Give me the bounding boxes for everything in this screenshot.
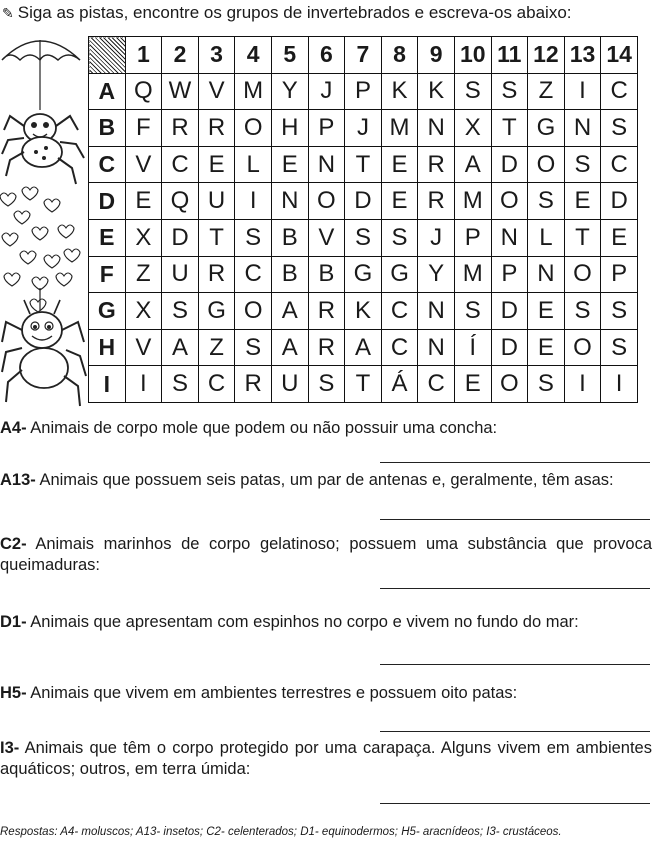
grid-cell[interactable]: O (308, 183, 345, 220)
grid-cell[interactable]: N (564, 110, 601, 147)
grid-cell[interactable]: S (235, 219, 272, 256)
grid-cell[interactable]: J (418, 219, 455, 256)
grid-cell[interactable]: O (564, 329, 601, 366)
grid-cell[interactable]: K (381, 73, 418, 110)
grid-cell[interactable]: G (198, 293, 235, 330)
grid-cell[interactable]: U (271, 366, 308, 403)
grid-cell[interactable]: S (601, 329, 638, 366)
grid-cell[interactable]: I (564, 366, 601, 403)
grid-cell[interactable]: N (418, 293, 455, 330)
grid-cell[interactable]: R (162, 110, 199, 147)
grid-cell[interactable]: S (162, 366, 199, 403)
grid-cell[interactable]: S (345, 219, 382, 256)
answer-key: Respostas: A4- moluscos; A13- insetos; C2- celenterados; D1- equinodermos; H5- aracnídeos; I3- crustáceos. (0, 826, 562, 838)
grid-cell[interactable]: O (491, 183, 528, 220)
grid-cell[interactable]: E (381, 183, 418, 220)
grid-cell[interactable]: D (491, 329, 528, 366)
row-header: C (89, 146, 126, 183)
grid-cell[interactable]: W (162, 73, 199, 110)
instruction-text: Siga as pistas, encontre os grupos de invertebrados e escreva-os abaixo: (17, 3, 572, 22)
row-header: D (89, 183, 126, 220)
grid-cell[interactable]: O (491, 366, 528, 403)
grid-cell[interactable]: O (528, 146, 565, 183)
grid-cell[interactable]: S (381, 219, 418, 256)
grid-cell[interactable]: P (308, 110, 345, 147)
grid-cell[interactable]: P (454, 219, 491, 256)
grid-cell[interactable]: E (454, 366, 491, 403)
grid-cell[interactable]: V (125, 146, 162, 183)
grid-cell[interactable]: I (601, 366, 638, 403)
grid-cell[interactable]: X (454, 110, 491, 147)
clue-h5: H5- Animais que vivem em ambientes terrestres e possuem oito patas: (0, 684, 518, 702)
grid-cell[interactable]: M (454, 256, 491, 293)
grid-cell[interactable]: D (162, 219, 199, 256)
grid-cell[interactable]: V (125, 329, 162, 366)
grid-cell[interactable]: J (308, 73, 345, 110)
column-header: 4 (235, 37, 272, 74)
column-header: 7 (345, 37, 382, 74)
grid-cell[interactable]: S (454, 293, 491, 330)
grid-cell[interactable]: S (564, 293, 601, 330)
clue-c2: C2- Animais marinhos de corpo gelatinoso; possuem uma substância que provoca queimaduras: (0, 535, 652, 574)
grid-row (89, 146, 638, 183)
column-header: 12 (528, 37, 565, 74)
column-header: 11 (491, 37, 528, 74)
grid-cell[interactable]: C (601, 146, 638, 183)
grid-cell[interactable]: T (491, 110, 528, 147)
grid-cell[interactable]: B (271, 256, 308, 293)
grid-cell[interactable]: S (491, 73, 528, 110)
column-header: 8 (381, 37, 418, 74)
grid-cell[interactable]: B (271, 219, 308, 256)
answer-line-d1[interactable] (380, 664, 650, 665)
grid-cell[interactable]: C (162, 146, 199, 183)
spiders-illustration (0, 30, 88, 410)
grid-cell[interactable]: M (381, 110, 418, 147)
grid-cell[interactable]: D (491, 146, 528, 183)
header-row (89, 37, 638, 74)
grid-cell[interactable]: C (381, 293, 418, 330)
grid-cell[interactable]: Á (381, 366, 418, 403)
grid-cell[interactable]: E (125, 183, 162, 220)
grid-cell[interactable]: K (345, 293, 382, 330)
grid-row (89, 329, 638, 366)
grid-cell[interactable]: I (564, 73, 601, 110)
grid-cell[interactable]: A (345, 329, 382, 366)
grid-cell[interactable]: E (601, 219, 638, 256)
grid-cell[interactable]: C (235, 256, 272, 293)
answer-line-a13[interactable] (380, 519, 650, 520)
grid-cell[interactable]: L (235, 146, 272, 183)
grid-row (89, 219, 638, 256)
grid-cell[interactable]: B (308, 256, 345, 293)
grid-cell[interactable]: P (601, 256, 638, 293)
grid-cell[interactable]: I (125, 366, 162, 403)
grid-cell[interactable]: S (308, 366, 345, 403)
grid-cell[interactable]: S (601, 110, 638, 147)
column-header: 2 (162, 37, 199, 74)
grid-cell[interactable]: N (491, 219, 528, 256)
column-header: 3 (198, 37, 235, 74)
grid-cell[interactable]: N (418, 110, 455, 147)
grid-cell[interactable]: R (418, 183, 455, 220)
grid-cell[interactable]: Q (162, 183, 199, 220)
grid-cell[interactable]: M (235, 73, 272, 110)
row-header: E (89, 219, 126, 256)
grid-row (89, 110, 638, 147)
spider-icon (2, 114, 84, 184)
grid-cell[interactable]: Z (198, 329, 235, 366)
grid-cell[interactable]: H (271, 110, 308, 147)
grid-cell[interactable]: Y (418, 256, 455, 293)
grid-cell[interactable]: G (381, 256, 418, 293)
grid-cell[interactable]: C (418, 366, 455, 403)
grid-cell[interactable]: N (528, 256, 565, 293)
grid-cell[interactable]: T (345, 366, 382, 403)
column-header: 14 (601, 37, 638, 74)
grid-cell[interactable]: N (418, 329, 455, 366)
grid-row (89, 366, 638, 403)
grid-cell[interactable]: G (345, 256, 382, 293)
grid-cell[interactable]: E (381, 146, 418, 183)
clue-a13: A13- Animais que possuem seis patas, um par de antenas e, geralmente, têm asas: (0, 471, 614, 489)
grid-cell[interactable]: E (198, 146, 235, 183)
answer-line-c2[interactable] (380, 588, 650, 589)
grid-cell[interactable]: T (198, 219, 235, 256)
grid-cell[interactable]: P (345, 73, 382, 110)
grid-cell[interactable]: O (235, 110, 272, 147)
clue-i3: I3- Animais que têm o corpo protegido por uma carapaça. Alguns vivem em ambientes aquáticos; outros, em terra úmida: (0, 739, 652, 778)
grid-cell[interactable]: I (235, 183, 272, 220)
answer-line-i3[interactable] (380, 803, 650, 804)
grid-cell[interactable]: D (491, 293, 528, 330)
clue-d1: D1- Animais que apresentam com espinhos no corpo e vivem no fundo do mar: (0, 613, 579, 631)
row-header: H (89, 329, 126, 366)
grid-cell[interactable]: T (564, 219, 601, 256)
grid-cell[interactable]: Y (271, 73, 308, 110)
grid-cell[interactable]: X (125, 219, 162, 256)
grid-cell[interactable]: M (454, 183, 491, 220)
grid-row (89, 183, 638, 220)
grid-cell[interactable]: Í (454, 329, 491, 366)
grid-cell[interactable]: S (528, 183, 565, 220)
grid-cell[interactable]: K (418, 73, 455, 110)
row-header: B (89, 110, 126, 147)
grid-cell[interactable]: D (601, 183, 638, 220)
grid-cell[interactable]: S (564, 146, 601, 183)
grid-cell[interactable]: O (564, 256, 601, 293)
grid-cell[interactable]: Z (125, 256, 162, 293)
grid-cell[interactable]: S (528, 366, 565, 403)
grid-cell[interactable]: E (271, 146, 308, 183)
grid-cell[interactable]: C (381, 329, 418, 366)
column-header: 5 (271, 37, 308, 74)
pencil-icon: ✎ (2, 5, 14, 21)
grid-cell[interactable]: A (271, 293, 308, 330)
grid-cell[interactable]: G (528, 110, 565, 147)
grid-cell[interactable]: R (198, 110, 235, 147)
grid-cell[interactable]: D (345, 183, 382, 220)
grid-cell[interactable]: U (198, 183, 235, 220)
column-header: 6 (308, 37, 345, 74)
grid-cell[interactable]: E (528, 293, 565, 330)
row-header: A (89, 73, 126, 110)
grid-cell[interactable]: R (418, 146, 455, 183)
grid-cell[interactable]: A (271, 329, 308, 366)
answer-line-h5[interactable] (380, 731, 650, 732)
grid-cell[interactable]: R (308, 329, 345, 366)
grid-cell[interactable]: X (125, 293, 162, 330)
grid-cell[interactable]: V (308, 219, 345, 256)
grid-cell[interactable]: N (271, 183, 308, 220)
grid-cell[interactable]: N (308, 146, 345, 183)
column-header: 10 (454, 37, 491, 74)
grid-cell[interactable]: U (162, 256, 199, 293)
grid-corner (89, 37, 126, 74)
grid-cell[interactable]: R (198, 256, 235, 293)
grid-cell[interactable]: A (454, 146, 491, 183)
grid-cell[interactable]: F (125, 110, 162, 147)
grid-cell[interactable]: C (198, 366, 235, 403)
grid-cell[interactable]: S (454, 73, 491, 110)
grid-cell[interactable]: T (345, 146, 382, 183)
row-header: F (89, 256, 126, 293)
grid-cell[interactable]: V (198, 73, 235, 110)
word-search-grid (88, 36, 638, 403)
instruction (2, 3, 572, 23)
grid-cell[interactable]: S (162, 293, 199, 330)
grid-cell[interactable]: J (345, 110, 382, 147)
grid-cell[interactable]: O (235, 293, 272, 330)
grid-cell[interactable]: C (601, 73, 638, 110)
spider-icon (2, 288, 86, 406)
grid-cell[interactable]: R (308, 293, 345, 330)
grid-row (89, 256, 638, 293)
column-header: 1 (125, 37, 162, 74)
grid-cell[interactable]: E (564, 183, 601, 220)
column-header: 13 (564, 37, 601, 74)
grid-cell[interactable]: P (491, 256, 528, 293)
grid-cell[interactable]: R (235, 366, 272, 403)
grid-cell[interactable]: E (528, 329, 565, 366)
grid-cell[interactable]: A (162, 329, 199, 366)
grid-cell[interactable]: Z (528, 73, 565, 110)
row-header: G (89, 293, 126, 330)
grid-cell[interactable]: L (528, 219, 565, 256)
grid-cell[interactable]: S (235, 329, 272, 366)
grid-cell[interactable]: Q (125, 73, 162, 110)
clue-a4: A4- Animais de corpo mole que podem ou não possuir uma concha: (0, 419, 498, 437)
grid-row (89, 73, 638, 110)
row-header: I (89, 366, 126, 403)
answer-line-a4[interactable] (380, 462, 650, 463)
grid-row (89, 293, 638, 330)
column-header: 9 (418, 37, 455, 74)
grid-cell[interactable]: S (601, 293, 638, 330)
